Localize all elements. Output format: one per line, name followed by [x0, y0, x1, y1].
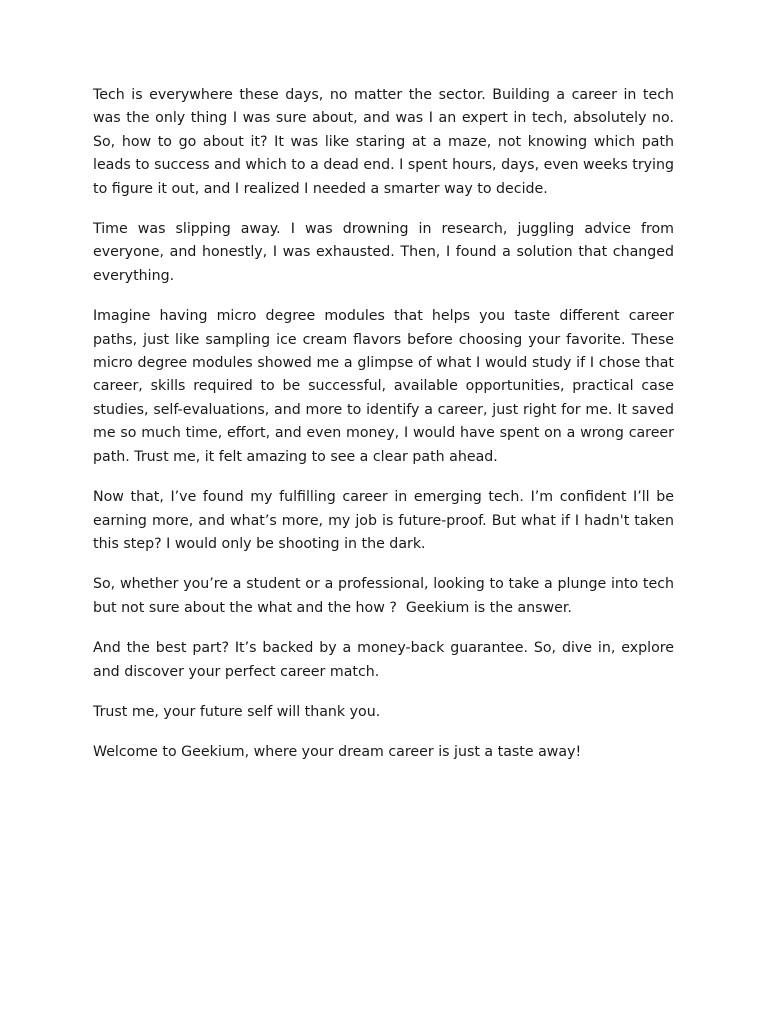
- paragraph-6: And the best part? It’s backed by a money-back guarantee. So, dive in, explore and discover your perfect career match.: [93, 640, 679, 680]
- paragraph-3: Imagine having micro degree modules that helps you taste different career paths, just like sampling ice cream flavors before choosing your favorite. These micro degree modules showed me a glimpse of what I would study if I chose that career, skills required to be successful, available opportunities, practical case studies, self-evaluations, and more to identify a career, just right for me. It saved me so much time, effort, and even money, I would have spent on a wrong career path. Trust me, it felt amazing to see a clear path ahead.: [93, 308, 679, 465]
- document-body: [93, 84, 679, 782]
- paragraph-8: Welcome to Geekium, where your dream career is just a taste away!: [93, 744, 582, 761]
- paragraph-2: Time was slipping away. I was drowning in research, juggling advice from everyone, and honestly, I was exhausted. Then, I found a solution that changed everything.: [93, 221, 679, 284]
- paragraph-4: Now that, I’ve found my fulfilling career in emerging tech. I’m confident I’ll be earning more, and what’s more, my job is future-proof. But what if I hadn't taken this step? I would only be shooting in the dark.: [93, 489, 679, 552]
- paragraph-1: Tech is everywhere these days, no matter the sector. Building a career in tech was the only thing I was sure about, and was I an expert in tech, absolutely no. So, how to go about it? It was like staring at a maze, not knowing which path leads to success and which to a dead end. I spent hours, days, even weeks trying to figure it out, and I realized I needed a smarter way to decide.: [93, 87, 679, 197]
- paragraph-5: So, whether you’re a student or a professional, looking to take a plunge into tech but not sure about the what and the how ? Geekium is the answer.: [93, 576, 679, 616]
- paragraph-7: Trust me, your future self will thank you.: [93, 703, 381, 720]
